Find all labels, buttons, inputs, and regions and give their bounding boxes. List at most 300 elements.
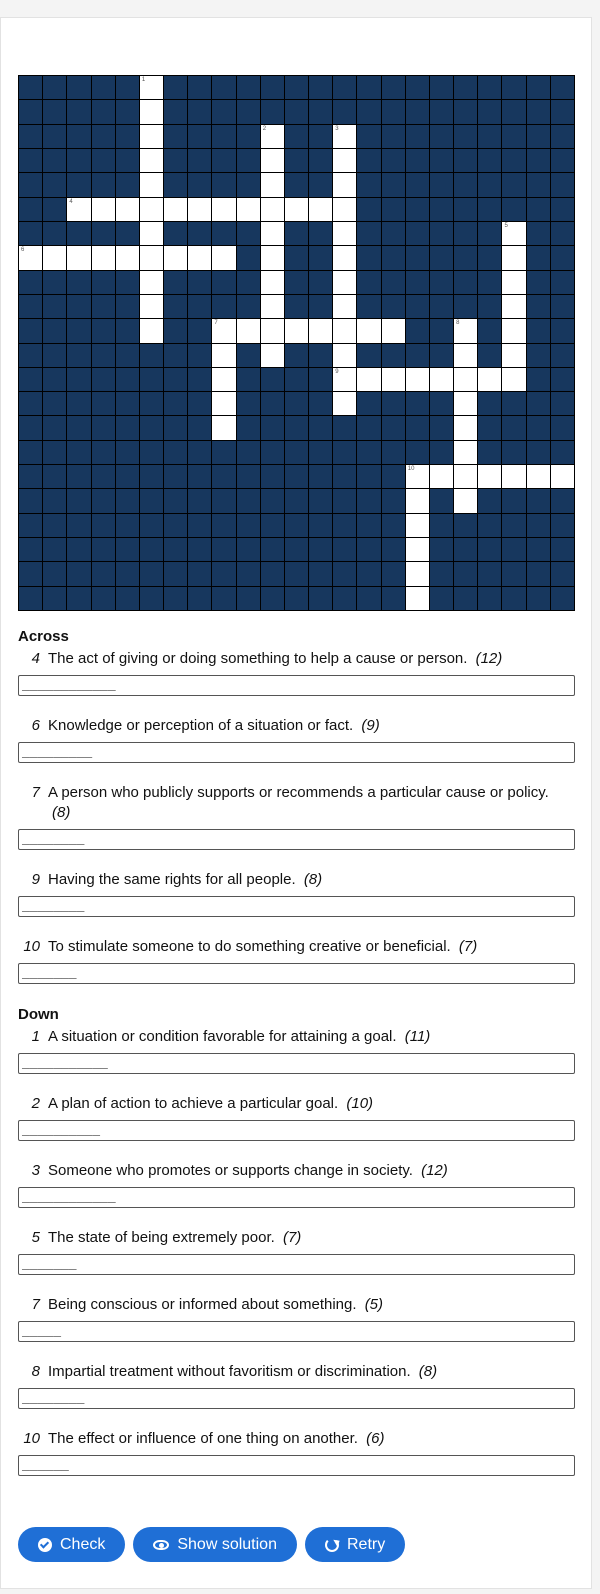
grid-block	[164, 441, 187, 464]
grid-block	[188, 465, 211, 488]
grid-block	[309, 76, 332, 99]
grid-block	[454, 125, 477, 148]
grid-cell[interactable]	[454, 441, 477, 464]
grid-block	[237, 392, 260, 415]
grid-cell[interactable]	[212, 392, 235, 415]
grid-cell[interactable]	[333, 344, 356, 367]
grid-cell[interactable]	[212, 344, 235, 367]
grid-cell[interactable]	[502, 295, 525, 318]
grid-block	[382, 76, 405, 99]
grid-cell[interactable]	[430, 368, 453, 391]
grid-cell[interactable]	[237, 198, 260, 221]
grid-block	[502, 538, 525, 561]
grid-cell[interactable]	[212, 416, 235, 439]
grid-block	[527, 246, 550, 269]
clue-text-wrap	[48, 1228, 575, 1248]
grid-block	[478, 76, 501, 99]
answer-input[interactable]: _______	[18, 1254, 575, 1275]
grid-block	[382, 125, 405, 148]
grid-cell[interactable]	[502, 271, 525, 294]
grid-block	[502, 149, 525, 172]
grid-block	[19, 319, 42, 342]
grid-cell[interactable]	[382, 368, 405, 391]
grid-block	[237, 246, 260, 269]
answer-input[interactable]: ________	[18, 896, 575, 917]
grid-cell[interactable]	[406, 562, 429, 585]
grid-block	[164, 392, 187, 415]
grid-block	[357, 246, 380, 269]
grid-block	[309, 441, 332, 464]
grid-cell[interactable]	[140, 222, 163, 245]
grid-cell[interactable]	[333, 246, 356, 269]
grid-block	[261, 416, 284, 439]
answer-input[interactable]: _____	[18, 1321, 575, 1342]
clue-number: 1	[31, 1028, 40, 1045]
grid-block	[19, 392, 42, 415]
grid-block	[478, 587, 501, 610]
grid-block	[309, 562, 332, 585]
grid-block	[406, 246, 429, 269]
grid-block	[502, 514, 525, 537]
grid-cell[interactable]	[116, 198, 139, 221]
down-clue	[18, 1161, 575, 1181]
down-clue	[18, 1027, 575, 1047]
grid-cell[interactable]	[116, 246, 139, 269]
grid-block	[382, 222, 405, 245]
grid-block	[188, 441, 211, 464]
grid-block	[454, 514, 477, 537]
grid-block	[527, 198, 550, 221]
grid-block	[551, 173, 574, 196]
grid-cell[interactable]	[285, 198, 308, 221]
grid-cell[interactable]	[188, 246, 211, 269]
grid-block	[478, 489, 501, 512]
grid-block	[357, 465, 380, 488]
grid-block	[212, 465, 235, 488]
clue-text: The act of giving or doing something to help a cause or person.	[48, 650, 468, 667]
grid-block	[212, 100, 235, 123]
grid-block	[454, 198, 477, 221]
grid-cell[interactable]	[454, 489, 477, 512]
grid-block	[188, 149, 211, 172]
grid-block	[454, 271, 477, 294]
answer-input[interactable]: ___________	[18, 1053, 575, 1074]
grid-block	[237, 489, 260, 512]
grid-block	[502, 416, 525, 439]
grid-block	[116, 319, 139, 342]
grid-cell[interactable]	[502, 344, 525, 367]
grid-cell[interactable]	[140, 246, 163, 269]
grid-block	[333, 562, 356, 585]
grid-cell[interactable]	[140, 173, 163, 196]
grid-block	[357, 198, 380, 221]
grid-cell[interactable]	[502, 368, 525, 391]
grid-block	[454, 149, 477, 172]
grid-cell[interactable]	[454, 465, 477, 488]
answer-input[interactable]: _________	[18, 742, 575, 763]
grid-block	[551, 489, 574, 512]
grid-cell[interactable]	[357, 368, 380, 391]
grid-block	[430, 149, 453, 172]
grid-block	[164, 416, 187, 439]
grid-block	[454, 295, 477, 318]
answer-input[interactable]: __________	[18, 1120, 575, 1141]
grid-block	[261, 76, 284, 99]
cell-number: 9	[335, 368, 339, 375]
clue-number: 6	[31, 717, 40, 734]
grid-cell[interactable]	[212, 368, 235, 391]
grid-block	[237, 76, 260, 99]
grid-block	[430, 271, 453, 294]
clue-number: 10	[23, 1430, 40, 1447]
retry-button[interactable]	[305, 1527, 405, 1562]
grid-block	[285, 344, 308, 367]
grid-cell[interactable]	[92, 246, 115, 269]
grid-block	[212, 441, 235, 464]
grid-cell[interactable]	[188, 198, 211, 221]
grid-block	[188, 344, 211, 367]
grid-block	[478, 514, 501, 537]
grid-block	[406, 100, 429, 123]
grid-cell[interactable]	[212, 246, 235, 269]
grid-cell[interactable]	[502, 319, 525, 342]
answer-input[interactable]: ____________	[18, 1187, 575, 1208]
grid-cell[interactable]	[406, 489, 429, 512]
grid-cell[interactable]	[333, 149, 356, 172]
grid-block	[357, 392, 380, 415]
clue-number: 7	[31, 784, 40, 801]
grid-block	[237, 562, 260, 585]
grid-block	[454, 587, 477, 610]
grid-cell[interactable]	[333, 271, 356, 294]
grid-block	[309, 246, 332, 269]
grid-block	[478, 222, 501, 245]
grid-block	[382, 392, 405, 415]
grid-block	[43, 489, 66, 512]
grid-block	[478, 538, 501, 561]
down-heading: Down	[18, 1006, 59, 1023]
grid-block	[551, 514, 574, 537]
grid-block	[164, 295, 187, 318]
clue-length: (11)	[404, 1028, 431, 1045]
grid-block	[406, 319, 429, 342]
grid-block	[212, 125, 235, 148]
grid-block	[237, 587, 260, 610]
check-button-label: Check	[60, 1536, 106, 1553]
grid-cell[interactable]	[333, 319, 356, 342]
grid-cell[interactable]	[406, 514, 429, 537]
grid-block	[527, 562, 550, 585]
grid-block	[430, 100, 453, 123]
grid-cell[interactable]	[527, 465, 550, 488]
grid-block	[551, 441, 574, 464]
grid-block	[237, 173, 260, 196]
grid-cell[interactable]	[212, 319, 235, 342]
clue-text: The state of being extremely poor.	[48, 1229, 275, 1246]
answer-input[interactable]: ______	[18, 1455, 575, 1476]
grid-block	[19, 295, 42, 318]
cell-number: 6	[21, 247, 25, 254]
grid-block	[430, 295, 453, 318]
grid-cell[interactable]	[333, 368, 356, 391]
grid-block	[551, 149, 574, 172]
grid-block	[140, 489, 163, 512]
grid-cell[interactable]	[140, 100, 163, 123]
grid-cell[interactable]	[261, 173, 284, 196]
grid-block	[188, 319, 211, 342]
grid-block	[188, 562, 211, 585]
grid-cell[interactable]	[478, 368, 501, 391]
grid-block	[19, 489, 42, 512]
grid-cell[interactable]	[333, 173, 356, 196]
grid-block	[357, 514, 380, 537]
grid-block	[261, 562, 284, 585]
grid-block	[430, 125, 453, 148]
grid-cell[interactable]	[551, 465, 574, 488]
grid-cell[interactable]	[261, 149, 284, 172]
grid-block	[527, 368, 550, 391]
clue-length: (6)	[366, 1430, 385, 1447]
grid-block	[527, 76, 550, 99]
grid-cell[interactable]	[406, 368, 429, 391]
answer-input[interactable]: ________	[18, 1388, 575, 1409]
grid-block	[502, 441, 525, 464]
grid-block	[19, 149, 42, 172]
grid-block	[212, 587, 235, 610]
grid-block	[19, 125, 42, 148]
grid-cell[interactable]	[261, 295, 284, 318]
grid-cell[interactable]	[406, 587, 429, 610]
grid-block	[116, 271, 139, 294]
grid-block	[478, 416, 501, 439]
crossword-card	[0, 17, 592, 1589]
grid-cell[interactable]	[261, 319, 284, 342]
grid-block	[285, 538, 308, 561]
grid-block	[92, 514, 115, 537]
grid-cell[interactable]	[357, 319, 380, 342]
grid-cell[interactable]	[333, 392, 356, 415]
grid-block	[527, 392, 550, 415]
grid-cell[interactable]	[140, 319, 163, 342]
grid-block	[551, 271, 574, 294]
grid-block	[382, 173, 405, 196]
grid-block	[333, 465, 356, 488]
grid-cell[interactable]	[333, 295, 356, 318]
grid-block	[551, 562, 574, 585]
grid-cell[interactable]	[67, 198, 90, 221]
grid-cell[interactable]	[140, 76, 163, 99]
grid-cell[interactable]	[454, 416, 477, 439]
grid-cell[interactable]	[285, 319, 308, 342]
grid-block	[92, 587, 115, 610]
answer-input[interactable]: _______	[18, 963, 575, 984]
grid-block	[237, 416, 260, 439]
grid-cell[interactable]	[140, 125, 163, 148]
grid-block	[478, 562, 501, 585]
grid-block	[309, 173, 332, 196]
grid-cell[interactable]	[19, 246, 42, 269]
down-clue	[18, 1362, 575, 1382]
grid-block	[430, 562, 453, 585]
grid-block	[43, 514, 66, 537]
grid-cell[interactable]	[261, 125, 284, 148]
grid-cell[interactable]	[333, 222, 356, 245]
grid-block	[285, 149, 308, 172]
grid-block	[502, 489, 525, 512]
grid-cell[interactable]	[140, 198, 163, 221]
grid-cell[interactable]	[382, 319, 405, 342]
grid-block	[164, 368, 187, 391]
grid-block	[478, 271, 501, 294]
grid-cell[interactable]	[454, 319, 477, 342]
grid-block	[357, 271, 380, 294]
grid-block	[430, 587, 453, 610]
grid-block	[92, 222, 115, 245]
grid-cell[interactable]	[454, 392, 477, 415]
grid-cell[interactable]	[261, 344, 284, 367]
grid-block	[67, 489, 90, 512]
grid-block	[430, 416, 453, 439]
grid-block	[116, 295, 139, 318]
clue-length: (12)	[421, 1162, 448, 1179]
grid-block	[309, 295, 332, 318]
grid-block	[116, 222, 139, 245]
grid-block	[502, 562, 525, 585]
grid-cell[interactable]	[92, 198, 115, 221]
grid-block	[478, 295, 501, 318]
grid-block	[212, 222, 235, 245]
grid-block	[527, 100, 550, 123]
grid-cell[interactable]	[502, 222, 525, 245]
grid-block	[67, 222, 90, 245]
grid-block	[43, 392, 66, 415]
grid-block	[382, 587, 405, 610]
grid-block	[406, 222, 429, 245]
grid-cell[interactable]	[237, 319, 260, 342]
grid-cell[interactable]	[261, 198, 284, 221]
grid-block	[309, 222, 332, 245]
grid-cell[interactable]	[502, 465, 525, 488]
grid-block	[67, 271, 90, 294]
cell-number: 10	[407, 466, 415, 473]
clue-length: (7)	[458, 938, 478, 955]
grid-block	[43, 271, 66, 294]
grid-block	[478, 441, 501, 464]
answer-input[interactable]: ____________	[18, 675, 575, 696]
grid-block	[19, 465, 42, 488]
grid-cell[interactable]	[140, 149, 163, 172]
grid-block	[43, 125, 66, 148]
grid-cell[interactable]	[67, 246, 90, 269]
grid-block	[43, 149, 66, 172]
grid-block	[382, 295, 405, 318]
check-button[interactable]	[18, 1527, 125, 1562]
grid-block	[164, 222, 187, 245]
grid-cell[interactable]	[212, 198, 235, 221]
grid-block	[333, 441, 356, 464]
grid-cell[interactable]	[43, 246, 66, 269]
grid-block	[43, 222, 66, 245]
grid-cell[interactable]	[309, 319, 332, 342]
grid-block	[551, 125, 574, 148]
grid-block	[285, 368, 308, 391]
grid-block	[92, 149, 115, 172]
answer-input[interactable]: ________	[18, 829, 575, 850]
grid-cell[interactable]	[430, 465, 453, 488]
clue-text: A situation or condition favorable for attaining a goal.	[48, 1028, 397, 1045]
grid-block	[67, 125, 90, 148]
grid-block	[454, 76, 477, 99]
grid-block	[285, 416, 308, 439]
grid-block	[164, 538, 187, 561]
grid-block	[502, 100, 525, 123]
grid-block	[19, 100, 42, 123]
grid-block	[357, 100, 380, 123]
clue-number: 9	[31, 871, 40, 888]
grid-cell[interactable]	[478, 465, 501, 488]
grid-block	[164, 344, 187, 367]
grid-block	[357, 489, 380, 512]
grid-cell[interactable]	[140, 271, 163, 294]
grid-block	[430, 392, 453, 415]
show-solution-button[interactable]	[133, 1527, 297, 1562]
cell-number: 4	[69, 198, 73, 205]
grid-block	[357, 538, 380, 561]
grid-block	[261, 465, 284, 488]
grid-block	[67, 319, 90, 342]
grid-block	[261, 392, 284, 415]
grid-cell[interactable]	[140, 295, 163, 318]
clue-length: (12)	[475, 650, 503, 667]
grid-cell[interactable]	[164, 198, 187, 221]
grid-block	[551, 295, 574, 318]
grid-cell[interactable]	[333, 125, 356, 148]
grid-cell[interactable]	[454, 368, 477, 391]
grid-cell[interactable]	[406, 538, 429, 561]
grid-block	[406, 149, 429, 172]
grid-cell[interactable]	[502, 246, 525, 269]
grid-block	[43, 441, 66, 464]
grid-block	[261, 368, 284, 391]
grid-block	[430, 319, 453, 342]
grid-block	[19, 416, 42, 439]
grid-block	[116, 125, 139, 148]
action-bar	[18, 1527, 405, 1562]
grid-cell[interactable]	[406, 465, 429, 488]
grid-cell[interactable]	[309, 198, 332, 221]
grid-cell[interactable]	[454, 344, 477, 367]
grid-block	[116, 392, 139, 415]
grid-block	[382, 562, 405, 585]
grid-block	[164, 562, 187, 585]
grid-cell[interactable]	[261, 222, 284, 245]
grid-block	[188, 514, 211, 537]
grid-block	[164, 125, 187, 148]
retry-button-label: Retry	[346, 1536, 386, 1553]
grid-block	[333, 538, 356, 561]
grid-cell[interactable]	[261, 271, 284, 294]
grid-block	[67, 173, 90, 196]
grid-block	[454, 173, 477, 196]
grid-cell[interactable]	[164, 246, 187, 269]
grid-block	[551, 368, 574, 391]
grid-cell[interactable]	[261, 246, 284, 269]
grid-block	[188, 392, 211, 415]
grid-block	[285, 465, 308, 488]
grid-block	[261, 100, 284, 123]
grid-cell[interactable]	[333, 198, 356, 221]
grid-block	[551, 392, 574, 415]
